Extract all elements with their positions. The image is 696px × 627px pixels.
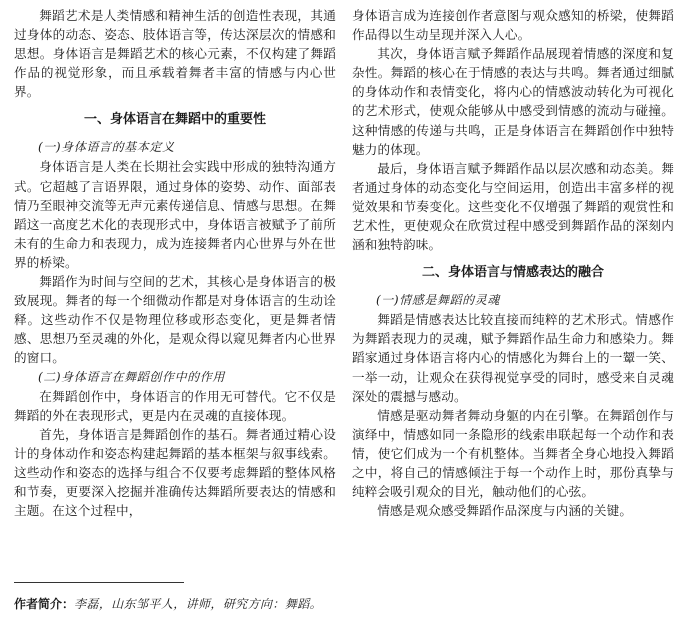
subsection-2-paragraph-1: 在舞蹈创作中，身体语言的作用无可替代。它不仅是舞蹈的外在表现形式，更是内在灵魂的直接体现。: [14, 388, 336, 423]
subsection-3-paragraph-1: 舞蹈是情感表达比较直接而纯粹的艺术形式。情感作为舞蹈表现力的灵魂，赋予舞蹈作品生命力和感染力。舞蹈家通过身体语言将内心的情感化为舞台上的一颦一笑、一举一动，让观众在获得视觉享受的同时，感受来自灵魂深处的震撼与感动。: [352, 312, 674, 404]
continued-paragraph: 身体语言成为连接创作者意图与观众感知的桥梁，使舞蹈作品得以生动呈现并深入人心。: [352, 8, 674, 43]
second-point-paragraph: 其次，身体语言赋予舞蹈作品展现着情感的深度和复杂性。舞蹈的核心在于情感的表达与共鸣。舞者通过细腻的身体动作和表情变化，将内心的情感波动转化为可视化的艺术形式，使观众能够从中感受到情感的流动与碰撞。这种情感的传递与共鸣，正是身体语言在舞蹈创作中独特魅力的体现。: [352, 46, 674, 157]
intro-paragraph: 舞蹈艺术是人类情感和精神生活的创造性表现，其通过身体的动态、姿态、肢体语言等，传达深层次的情感和思想。身体语言是舞蹈艺术的核心元素，不仅构建了舞蹈作品的视觉形象，而且承载着舞者丰富的情感与内心世界。: [14, 8, 336, 100]
subsection-3-paragraph-3: 情感是观众感受舞蹈作品深度与内涵的关键。: [377, 503, 633, 519]
section-1-heading: 一、身体语言在舞蹈中的重要性: [83, 112, 266, 128]
last-point-paragraph: 最后，身体语言赋予舞蹈作品以层次感和动态美。舞者通过身体的动态变化与空间运用，创造出丰富多样的视觉效果和节奏变化。这些变化不仅增强了舞蹈的观赏性和艺术性，更使观众在欣赏过程中感受到舞蹈作品的深刻内涵和独特韵味。: [352, 160, 674, 253]
footnote-label: 作者简介：: [14, 597, 75, 611]
footnote-divider: [14, 582, 184, 583]
subsection-1-paragraph-1: 身体语言是人类在长期社会实践中形成的独特沟通方式。它超越了言语界限，通过身体的姿势、动作、面部表情乃至眼神交流等无声元素传递信息、情感与思想。在舞蹈这一高度艺术化的表现形式中，身体语言被赋予了前所未有的生命力和表现力，成为连接舞者内心世界与外在世界的桥梁。: [14, 159, 336, 270]
subsection-2-heading: (二)身体语言在舞蹈创作中的作用: [38, 369, 225, 384]
subsection-2-paragraph-2: 首先，身体语言是舞蹈创作的基石。舞者通过精心设计的身体动作和姿态构建起舞蹈的基本框架与叙事线索。这些动作和姿态的选择与组合不仅要考虑舞蹈的整体风格和节奏，更要深入挖掘并准确传达舞蹈所要表达的情感和主题。在这个过程中，: [14, 426, 336, 519]
left-column: [14, 6, 336, 520]
subsection-1-paragraph-2: 舞蹈作为时间与空间的艺术，其核心是身体语言的极致展现。舞者的每一个细微动作都是对身体语言的生动诠释。这些动作不仅是物理位移或形态变化，更是舞者情感、思想乃至灵魂的外化，是观众得以窥见舞者内心世界的窗口。: [14, 274, 336, 366]
right-column: [352, 6, 674, 520]
subsection-3-paragraph-2: 情感是驱动舞者舞动身躯的内在引擎。在舞蹈创作与演绎中，情感如同一条隐形的线索串联起每一个动作和表情，使它们成为一个有机整体。当舞者全身心地投入舞蹈之中，将自己的情感倾注于每一个动作上时，那份真挚与纯粹会吸引观众的目光，触动他们的心弦。: [352, 407, 674, 500]
subsection-1-heading: (一)身体语言的基本定义: [38, 140, 175, 155]
subsection-3-heading: (一)情感是舞蹈的灵魂: [376, 293, 500, 308]
footnote-text: 李磊，山东邹平人，讲师，研究方向：舞蹈。: [74, 597, 323, 611]
author-footnote: [14, 596, 344, 612]
section-2-heading: 二、身体语言与情感表达的融合: [421, 265, 604, 281]
